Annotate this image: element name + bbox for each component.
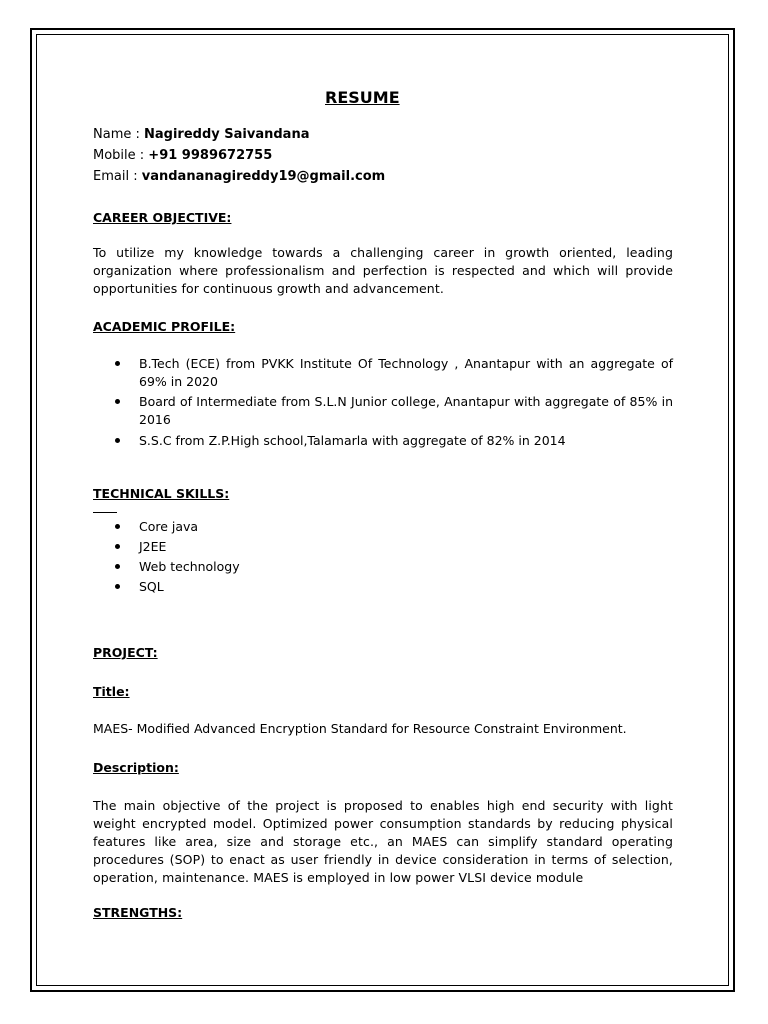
technical-skills-heading: TECHNICAL SKILLS:: [93, 486, 230, 501]
skill-item: SQL: [93, 578, 673, 596]
bullet-icon: [115, 584, 120, 589]
name-label: Name :: [93, 127, 140, 142]
name-row: [93, 127, 309, 142]
academic-item: S.S.C from Z.P.High school,Talamarla with aggregate of 82% in 2014: [93, 432, 673, 450]
bullet-icon: [115, 564, 120, 569]
bullet-icon: [115, 361, 120, 366]
resume-title: RESUME: [325, 88, 400, 107]
mobile-row: [93, 148, 272, 163]
description-heading: Description:: [93, 760, 179, 775]
email-value: vandananagireddy19@gmail.com: [141, 169, 386, 184]
bullet-icon: [115, 438, 120, 443]
email-row: [93, 169, 385, 184]
academic-list: [93, 355, 673, 450]
career-objective-heading: CAREER OBJECTIVE:: [93, 210, 232, 225]
skill-item: Web technology: [93, 558, 673, 576]
skills-list: [93, 518, 673, 596]
title-heading: Title:: [93, 684, 130, 699]
name-value: Nagireddy Saivandana: [144, 127, 310, 142]
project-heading: PROJECT:: [93, 645, 158, 660]
strengths-heading: STRENGTHS:: [93, 905, 183, 920]
career-objective-text: To utilize my knowledge towards a challenging career in growth oriented, leading organization where professionalism and perfection is respected and which will provide opportunities for continuous growth and advancement.: [93, 245, 673, 296]
academic-profile-heading: ACADEMIC PROFILE:: [93, 319, 236, 334]
bullet-icon: [115, 399, 120, 404]
skill-item: J2EE: [93, 538, 673, 556]
email-label: Email :: [93, 169, 138, 184]
project-title: MAES- Modified Advanced Encryption Standard for Resource Constraint Environment.: [93, 721, 627, 736]
bullet-icon: [115, 524, 120, 529]
heading-underline-stub: [93, 512, 117, 513]
description-text: The main objective of the project is proposed to enables high end security with light weight encrypted model. Optimized power consumption standards by reducing physical features like area, size and storage etc., an MAES can simplify standard operating procedures (SOP) to enact as user friendly in device consideration in terms of selection, operation, maintenance. MAES is employed in low power VLSI device module: [93, 798, 673, 885]
mobile-label: Mobile :: [93, 148, 145, 163]
academic-item: Board of Intermediate from S.L.N Junior college, Anantapur with aggregate of 85% in 2016: [93, 393, 673, 429]
mobile-value: +91 9989672755: [148, 148, 273, 163]
bullet-icon: [115, 544, 120, 549]
skill-item: Core java: [93, 518, 673, 536]
academic-item: B.Tech (ECE) from PVKK Institute Of Technology , Anantapur with an aggregate of 69% in 2020: [93, 355, 673, 391]
